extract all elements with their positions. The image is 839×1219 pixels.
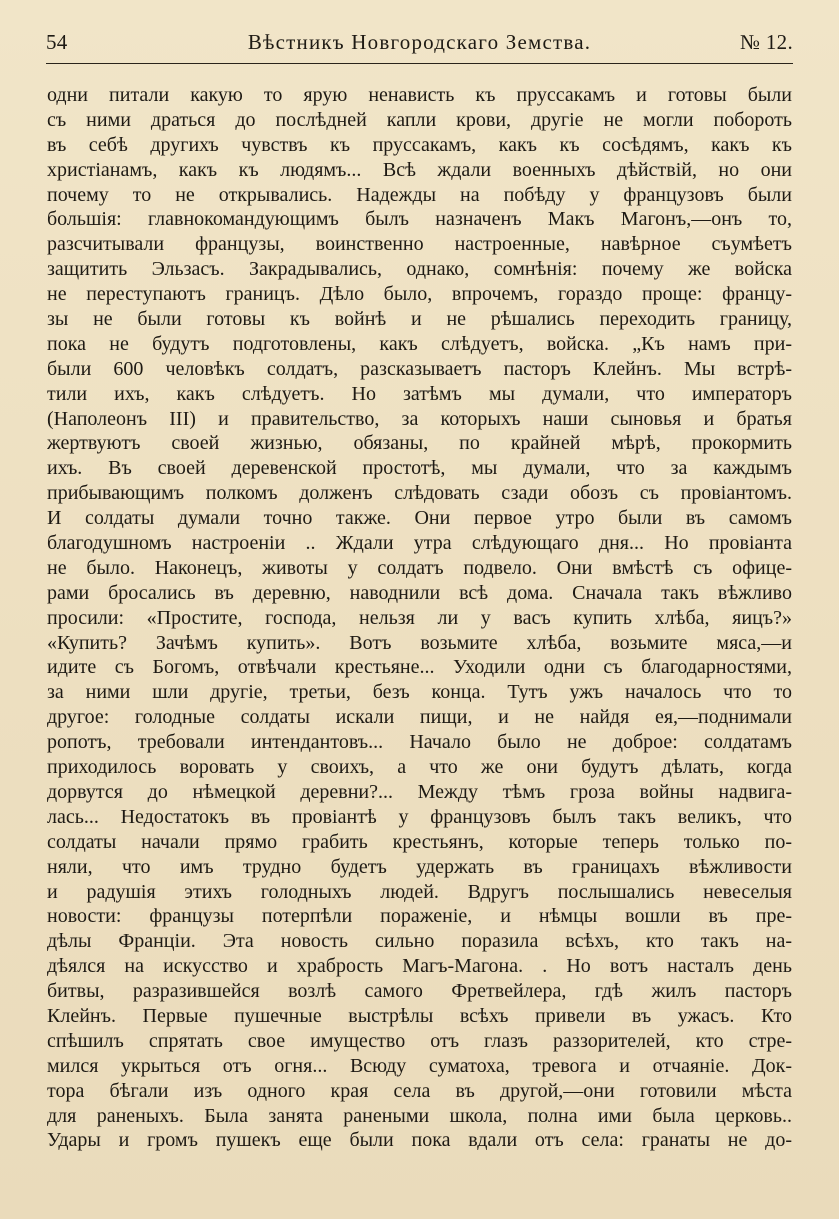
text-line: Удары и громъ пушекъ еще были пока вдали отъ села: гранаты не до- xyxy=(47,1129,792,1152)
text-line: «Купить? Зачѣмъ купить». Вотъ возьмите хлѣба, возьмите мяса,—и xyxy=(47,631,792,654)
text-line: съ ними драться до послѣдней капли крови, другіе не могли побороть xyxy=(47,108,792,131)
header-rule xyxy=(46,63,793,64)
running-header xyxy=(46,30,793,58)
text-line: одни питали какую то ярую ненависть къ пруссакамъ и готовы были xyxy=(47,84,792,106)
text-line: дорвутся до нѣмецкой деревни?... Между тѣмъ гроза войны надвига- xyxy=(47,780,792,803)
text-line: идите съ Богомъ, отвѣчали крестьяне... Уходили одни съ благодарностями, xyxy=(47,656,792,679)
text-line: пока не будутъ подготовлены, какъ слѣдуетъ, войска. „Къ намъ при- xyxy=(47,332,792,355)
text-line: тили ихъ, какъ слѣдуетъ. Но затѣмъ мы думали, что императоръ xyxy=(47,382,792,405)
text-line: ропотъ, требовали интендантовъ... Начало было не доброе: солдатамъ xyxy=(47,731,792,754)
text-line: жертвуютъ своей жизнью, обязаны, по крайней мѣрѣ, прокормить xyxy=(47,432,792,455)
text-line: спѣшилъ спрятать свое имущество отъ глазъ раззорителей, кто стре- xyxy=(47,1029,792,1052)
text-line: въ себѣ другихъ чувствъ къ пруссакамъ, какъ къ сосѣдямъ, какъ къ xyxy=(47,133,792,156)
text-line: были 600 человѣкъ солдатъ, разсказываетъ пасторъ Клейнъ. Мы встрѣ- xyxy=(47,357,792,380)
text-line: солдаты начали прямо грабить крестьянъ, которые теперь только по- xyxy=(47,830,792,853)
text-line: тора бѣгали изъ одного края села въ другой,—они готовили мѣста xyxy=(47,1079,792,1102)
text-line: няли, что имъ трудно будетъ удержать въ границахъ вѣжливости xyxy=(47,855,792,878)
text-line: дѣялся на искусство и храбрость Магъ-Магона. . Но вотъ насталъ день xyxy=(47,955,792,978)
text-line: мился укрыться отъ огня... Всюду суматоха, тревога и отчаяніе. Док- xyxy=(47,1054,792,1077)
issue-number: № 12. xyxy=(739,30,793,54)
text-line: христіанамъ, какъ къ людямъ... Всѣ ждали военныхъ дѣйствій, но они xyxy=(47,158,792,181)
text-line: (Наполеонъ III) и правительство, за которыхъ наши сыновья и братья xyxy=(47,407,792,430)
text-line: защитить Эльзасъ. Закрадывались, однако, сомнѣнія: почему же войска xyxy=(47,258,792,281)
text-line: для раненыхъ. Была занята ранеными школа, полна ими была церковь.. xyxy=(47,1104,792,1127)
text-line: разсчитывали французы, воинственно настроенные, навѣрное съумѣетъ xyxy=(47,233,792,256)
text-line: другое: голодные солдаты искали пищи, и не найдя ея,—поднимали xyxy=(47,706,792,729)
text-line: не было. Наконецъ, животы у солдатъ подвело. Они вмѣстѣ съ офице- xyxy=(47,556,792,579)
text-line: большія: главнокомандующимъ былъ назначенъ Макъ Магонъ,—онъ то, xyxy=(47,208,792,231)
text-line: почему то не открывались. Надежды на побѣду у французовъ были xyxy=(47,183,792,206)
text-line: дѣлы Франціи. Эта новость сильно поразила всѣхъ, кто такъ на- xyxy=(47,930,792,953)
text-line: не переступаютъ границъ. Дѣло было, впрочемъ, гораздо проще: францу- xyxy=(47,283,792,306)
text-line: благодушномъ настроеніи .. Ждали утра слѣдующаго дня... Но провіанта xyxy=(47,532,792,555)
journal-title: Вѣстникъ Новгородскаго Земства. xyxy=(247,30,592,54)
text-line: зы не были готовы къ войнѣ и не рѣшались переходить границу, xyxy=(47,308,792,331)
text-line: и радушія этихъ голодныхъ людей. Вдругъ послышались невеселыя xyxy=(47,880,792,903)
text-line: битвы, разразившейся возлѣ самого Фретвейлера, гдѣ жилъ пасторъ xyxy=(47,980,792,1003)
text-line: И солдаты думали точно также. Они первое утро были въ самомъ xyxy=(47,507,792,530)
text-line: новости: французы потерпѣли пораженіе, и нѣмцы вошли въ пре- xyxy=(47,905,792,928)
text-line: Клейнъ. Первые пушечные выстрѣлы всѣхъ привели въ ужасъ. Кто xyxy=(47,1004,792,1027)
text-line: за ними шли другіе, третьи, безъ конца. Тутъ ужъ началось что то xyxy=(47,681,792,704)
text-line: ихъ. Въ своей деревенской простотѣ, мы думали, что за каждымъ xyxy=(47,457,792,480)
text-line: прибывающимъ полкомъ долженъ слѣдовать сзади обозъ съ провіантомъ. xyxy=(47,482,792,505)
text-line: рами бросались въ деревню, наводнили всѣ дома. Сначала такъ вѣжливо xyxy=(47,581,792,604)
text-line: приходилось воровать у своихъ, а что же они будутъ дѣлать, когда xyxy=(47,756,792,779)
article-body xyxy=(47,83,792,1153)
text-line: просили: «Простите, господа, нельзя ли у васъ купить хлѣба, яицъ?» xyxy=(47,606,792,629)
page-number: 54 xyxy=(46,30,68,54)
text-line: лась... Недостатокъ въ провіантѣ у французовъ былъ такъ великъ, что xyxy=(47,805,792,828)
